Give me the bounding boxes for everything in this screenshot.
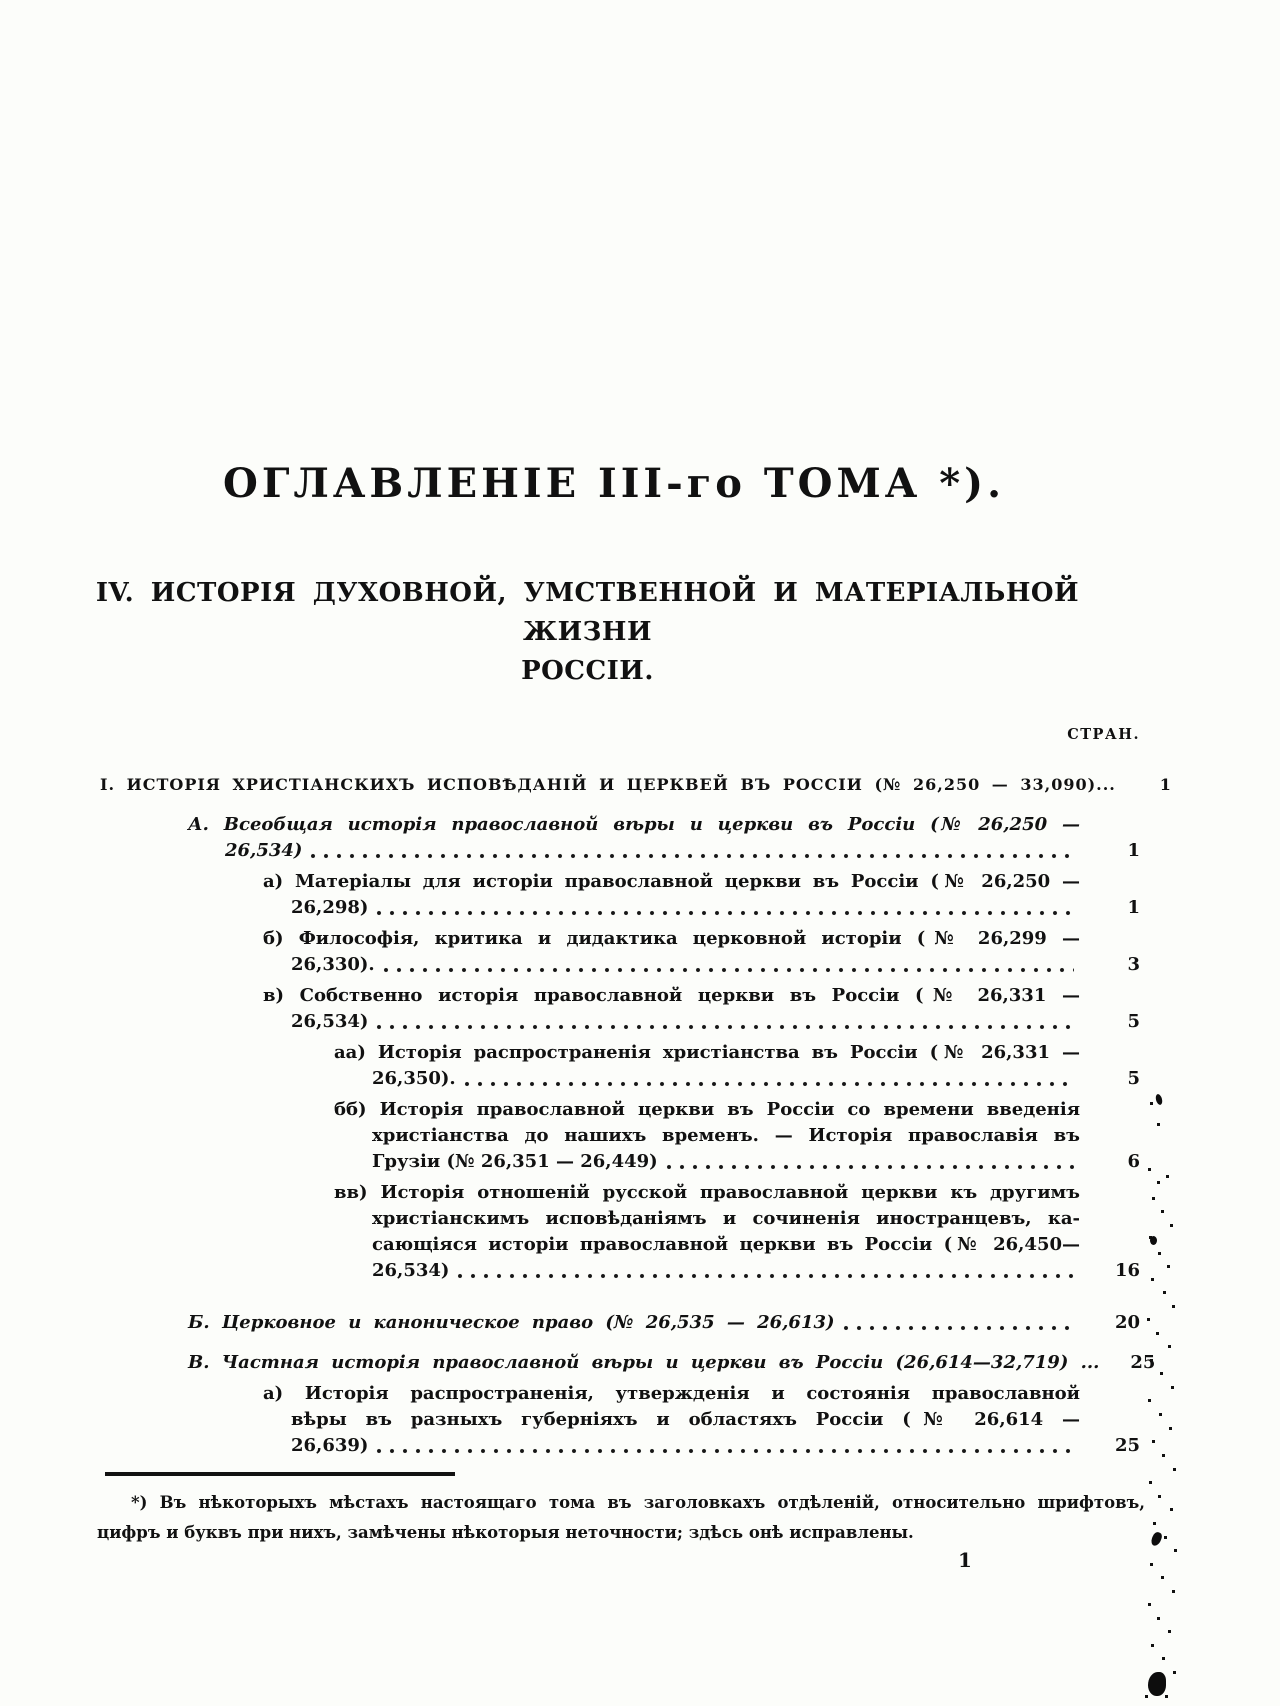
toc-entry <box>100 869 1140 921</box>
section-heading-line-2: РОССІИ. <box>521 656 654 686</box>
toc-entry-text: В. Частная исторія православной вѣры и церкви въ Россіи (26,614—32,719) ... <box>188 1352 1100 1373</box>
toc-entry <box>100 1381 1140 1459</box>
toc-entry <box>100 1040 1140 1092</box>
toc-entry-line: аа) Исторія распространенія христіанства въ Россіи (№ 26,331 — <box>334 1042 1080 1063</box>
toc-entry-line: в) Собственно исторія православной церкви въ Россіи (№ 26,331 — <box>263 985 1080 1006</box>
toc-page-number: 20 <box>1114 1312 1140 1333</box>
footnote-divider <box>105 1472 455 1476</box>
toc-entry-last-line <box>291 1433 1140 1459</box>
toc-entry <box>100 926 1140 978</box>
toc-entry-text: I. ИСТОРІЯ ХРИСТІАНСКИХЪ ИСПОВѢДАНІЙ И ЦЕРКВЕЙ ВЪ РОССІИ (№ 26,250 — 33,090)... <box>100 775 1116 794</box>
toc-entry-last-line <box>372 1149 1140 1175</box>
toc-entry-text: 26,298) <box>291 897 369 918</box>
toc-page-number: 5 <box>1127 1068 1140 1089</box>
toc-entry-text: 26,534) <box>225 840 303 861</box>
toc-page-number: 1 <box>1159 775 1172 794</box>
toc-entry-last-line <box>291 895 1140 921</box>
dot-leader <box>666 1161 1074 1171</box>
toc-entry <box>100 1180 1140 1284</box>
toc-entry-text: Б. Церковное и каноническое право (№ 26,535 — 26,613) <box>188 1312 835 1333</box>
toc-entry <box>100 1310 1140 1336</box>
toc-entry-text: 26,350). <box>372 1068 456 1089</box>
toc-entry-text: 26,639) <box>291 1435 369 1456</box>
dot-leader <box>464 1078 1074 1088</box>
toc-entry-last-line <box>291 952 1140 978</box>
toc-page-number: 25 <box>1130 1352 1156 1373</box>
dot-leader <box>376 1021 1074 1031</box>
dot-leader <box>457 1270 1074 1280</box>
toc-page-number: 5 <box>1127 1011 1140 1032</box>
toc-entry-last-line <box>291 1009 1140 1035</box>
toc-page-number: 1 <box>1127 840 1140 861</box>
toc-entry <box>100 772 1172 798</box>
toc-page-number: 16 <box>1114 1260 1140 1281</box>
toc-entry-line: сающіяся исторіи православной церкви въ Россіи (№ 26,450— <box>372 1234 1080 1255</box>
toc-entry-last-line <box>372 1258 1140 1284</box>
toc-entry-text: Грузіи (№ 26,351 — 26,449) <box>372 1151 658 1172</box>
footnote-line: *) Въ нѣкоторыхъ мѣстахъ настоящаго тома въ заголовкахъ отдѣленій, относительно шрифтовъ, <box>131 1493 1145 1512</box>
dot-leader <box>376 907 1074 917</box>
toc-entry-text: 26,330). <box>291 954 375 975</box>
toc-page-number: 25 <box>1114 1435 1140 1456</box>
toc-entry-last-line <box>372 1066 1140 1092</box>
section-heading-line-1: IV. ИСТОРІЯ ДУХОВНОЙ, УМСТВЕННОЙ И МАТЕРІАЛЬНОЙ ЖИЗНИ <box>95 578 1080 647</box>
toc-entry-last-line <box>225 838 1140 864</box>
page-footer-number: 1 <box>958 1548 972 1572</box>
toc-entry <box>100 812 1140 864</box>
toc-page-number: 1 <box>1127 897 1140 918</box>
toc-entry-last-line <box>188 1310 1140 1336</box>
toc-entry-line: бб) Исторія православной церкви въ Россіи со времени введенія <box>334 1099 1080 1120</box>
dot-leader <box>376 1445 1074 1455</box>
footnote-line: цифръ и буквъ при нихъ, замѣчены нѣкоторыя неточности; здѣсь онѣ исправлены. <box>97 1523 914 1542</box>
page-title: ОГЛАВЛЕНІЕ III-го ТОМА *). <box>222 460 1005 507</box>
scan-noise-blob <box>1150 1531 1163 1547</box>
toc-entry-text: 26,534) <box>291 1011 369 1032</box>
page-column-header: СТРАН. <box>1067 726 1140 743</box>
toc-entry-text: 26,534) <box>372 1260 450 1281</box>
toc-entry-line: а) Матеріалы для исторіи православной церкви въ Россіи (№ 26,250 — <box>263 871 1080 892</box>
toc-entry-line: б) Философія, критика и дидактика церковной исторіи (№ 26,299 — <box>263 928 1080 949</box>
toc-entry-line: вв) Исторія отношеній русской православной церкви къ другимъ <box>334 1182 1080 1203</box>
toc-entry-line: христіанскимъ исповѣданіямъ и сочиненія иностранцевъ, ка- <box>372 1208 1080 1229</box>
toc-list <box>100 772 1172 1459</box>
scan-noise-blob <box>1150 1236 1157 1245</box>
toc-entry-line: вѣры въ разныхъ губерніяхъ и областяхъ Россіи (№ 26,614 — <box>291 1409 1080 1430</box>
toc-entry <box>100 983 1140 1035</box>
scan-noise-blob <box>1155 1093 1164 1105</box>
toc-page-number: 6 <box>1127 1151 1140 1172</box>
toc-entry <box>100 1097 1140 1175</box>
dot-leader <box>843 1322 1074 1332</box>
toc-entry-line: а) Исторія распространенія, утвержденія и состоянія православной <box>263 1383 1080 1404</box>
toc-entry-last-line <box>100 772 1172 798</box>
toc-entry <box>100 1350 1156 1376</box>
toc-page-number: 3 <box>1127 954 1140 975</box>
scan-noise-blob <box>1148 1672 1166 1696</box>
dot-leader <box>310 850 1074 860</box>
section-heading <box>90 574 1085 691</box>
toc-entry-line: христіанства до нашихъ временъ. — Исторія православія въ <box>372 1125 1080 1146</box>
dot-leader <box>383 964 1074 974</box>
scan-noise-speckles <box>0 0 3 3</box>
toc-entry-line: А. Всеобщая исторія православной вѣры и церкви въ Россіи (№ 26,250 — <box>188 814 1080 835</box>
footnote <box>97 1488 1145 1548</box>
toc-entry-last-line <box>188 1350 1156 1376</box>
